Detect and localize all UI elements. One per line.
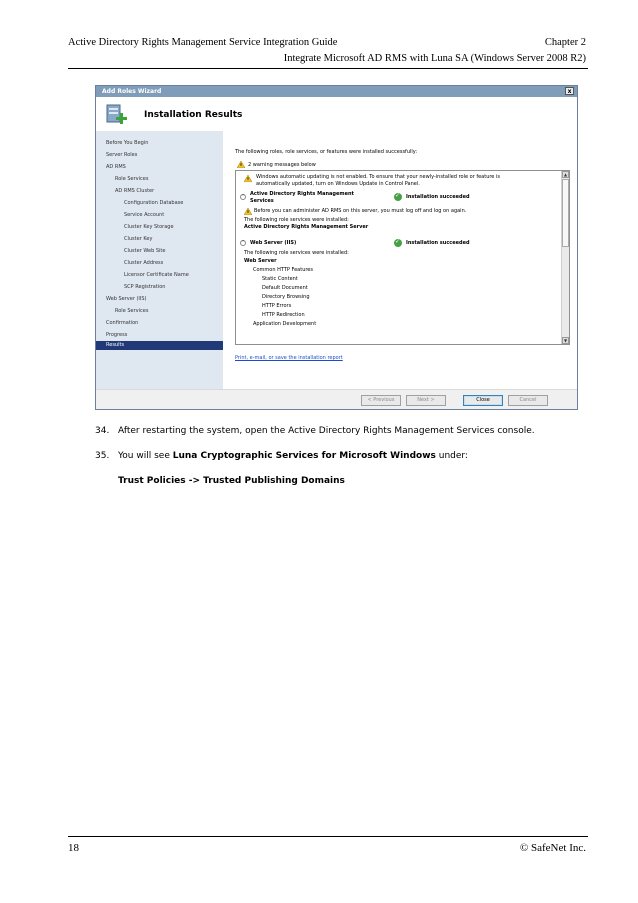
nav-step-server-roles[interactable]: Server Roles: [106, 152, 138, 158]
update-warning-line-2: automatically updated, turn on Windows Update in Control Panel.: [256, 181, 420, 187]
iis-role-name: Web Server (IIS): [250, 240, 297, 246]
iis-common-http-features: Common HTTP Features: [253, 267, 313, 273]
iis-directory-browsing: Directory Browsing: [262, 294, 310, 300]
adrms-role-name-2: Services: [250, 198, 274, 204]
header-guide-title: Active Directory Rights Management Service Integration Guide: [68, 37, 338, 48]
trust-policy-path: [118, 476, 345, 486]
scroll-down-icon[interactable]: ▼: [563, 338, 568, 343]
results-scrollbar[interactable]: [561, 171, 569, 344]
warning-icon: [244, 175, 252, 182]
results-intro: The following roles, role services, or features were installed successfully:: [235, 149, 418, 155]
add-roles-wizard-screenshot: [95, 85, 578, 410]
installation-report-link[interactable]: Print, e-mail, or save the installation report: [235, 355, 343, 361]
wizard-page-title: Installation Results: [144, 110, 243, 120]
step-text: After restarting the system, open the Active Directory Rights Management Services console.: [118, 426, 535, 436]
adrms-installed-label: The following role services were installed:: [244, 217, 349, 223]
nav-step-cluster-address[interactable]: Cluster Address: [124, 260, 164, 266]
step-number: 34.: [95, 426, 110, 436]
iis-install-status: Installation succeeded: [406, 240, 470, 246]
iis-static-content: Static Content: [262, 276, 298, 282]
scroll-thumb[interactable]: [562, 179, 569, 247]
step-35: [95, 451, 468, 461]
page-number: 18: [68, 842, 79, 854]
header-chapter: Chapter 2: [544, 37, 586, 48]
nav-step-service-account[interactable]: Service Account: [124, 212, 165, 218]
wizard-banner: [96, 97, 577, 132]
footer-copyright: © SafeNet Inc.: [519, 842, 586, 854]
step-product-name: Luna Cryptographic Services for Microsoft Windows: [172, 451, 436, 461]
nav-step-configuration-database[interactable]: Configuration Database: [124, 200, 184, 206]
iis-application-development: Application Development: [253, 321, 317, 327]
collapse-iis-icon[interactable]: ^: [241, 240, 246, 246]
nav-step-ad-rms-cluster[interactable]: AD RMS Cluster: [115, 188, 155, 194]
nav-step-progress[interactable]: Progress: [106, 332, 128, 338]
scroll-up-icon[interactable]: ▲: [563, 172, 568, 177]
warning-icon: [244, 208, 252, 215]
iis-http-errors: HTTP Errors: [262, 303, 292, 309]
step-text-before: You will see: [118, 451, 173, 461]
nav-step-ad-rms[interactable]: AD RMS: [106, 164, 126, 170]
nav-step-scp-registration[interactable]: SCP Registration: [124, 284, 166, 290]
close-icon[interactable]: x: [565, 87, 574, 95]
server-roles-icon: [105, 102, 129, 126]
iis-web-server: Web Server: [244, 258, 277, 264]
close-button[interactable]: Close: [463, 395, 503, 406]
iis-http-redirection: HTTP Redirection: [262, 312, 305, 318]
adrms-logoff-warning: Before you can administer AD RMS on this server, you must log off and log on again.: [254, 208, 467, 214]
nav-step-cluster-key-storage[interactable]: Cluster Key Storage: [124, 224, 174, 230]
installation-results-list[interactable]: [235, 170, 570, 345]
nav-step-confirmation[interactable]: Confirmation: [106, 320, 139, 326]
wizard-button-bar: [96, 389, 577, 410]
collapse-adrms-icon[interactable]: ^: [241, 194, 246, 200]
nav-step-cluster-key[interactable]: Cluster Key: [124, 236, 153, 242]
step-34: [95, 426, 535, 436]
next-button[interactable]: Next >: [406, 395, 446, 406]
adrms-installed-item: Active Directory Rights Management Server: [244, 224, 369, 230]
header-section: Integrate Microsoft AD RMS with Luna SA (Windows Server 2008 R2): [283, 53, 586, 64]
iis-installed-label: The following role services were installed:: [244, 250, 349, 256]
adrms-role-name-1: Active Directory Rights Management: [250, 191, 354, 197]
success-check-icon: [394, 193, 402, 201]
nav-step-web-server-iis[interactable]: Web Server (IIS): [106, 296, 147, 302]
nav-step-role-services[interactable]: Role Services: [115, 176, 149, 182]
iis-default-document: Default Document: [262, 285, 308, 291]
cancel-button[interactable]: Cancel: [508, 395, 548, 406]
update-warning-line-1: Windows automatic updating is not enabled. To ensure that your newly-installed role or feature is: [256, 174, 500, 180]
wizard-step-nav: [96, 131, 223, 389]
success-check-icon: [394, 239, 402, 247]
wizard-titlebar: [96, 86, 577, 97]
header-rule: [68, 68, 588, 69]
warning-icon: [237, 161, 245, 168]
step-number: 35.: [95, 451, 110, 461]
step-text-after: under:: [435, 451, 468, 461]
wizard-window-title: Add Roles Wizard: [102, 88, 162, 95]
adrms-install-status: Installation succeeded: [406, 194, 470, 200]
nav-step-licensor-certificate-name[interactable]: Licensor Certificate Name: [124, 272, 189, 278]
nav-step-results: Results: [106, 342, 125, 348]
nav-step-cluster-web-site[interactable]: Cluster Web Site: [124, 248, 166, 254]
trust-policy-path-text: Trust Policies -> Trusted Publishing Domains: [118, 476, 345, 486]
nav-step-iis-role-services[interactable]: Role Services: [115, 308, 149, 314]
warning-count: 2 warning messages below: [248, 162, 316, 168]
previous-button[interactable]: < Previous: [361, 395, 401, 406]
nav-step-before-you-begin[interactable]: Before You Begin: [106, 140, 149, 146]
footer-rule: [68, 836, 588, 837]
results-pane: [223, 131, 578, 389]
nav-step-results-selected[interactable]: [96, 341, 223, 350]
